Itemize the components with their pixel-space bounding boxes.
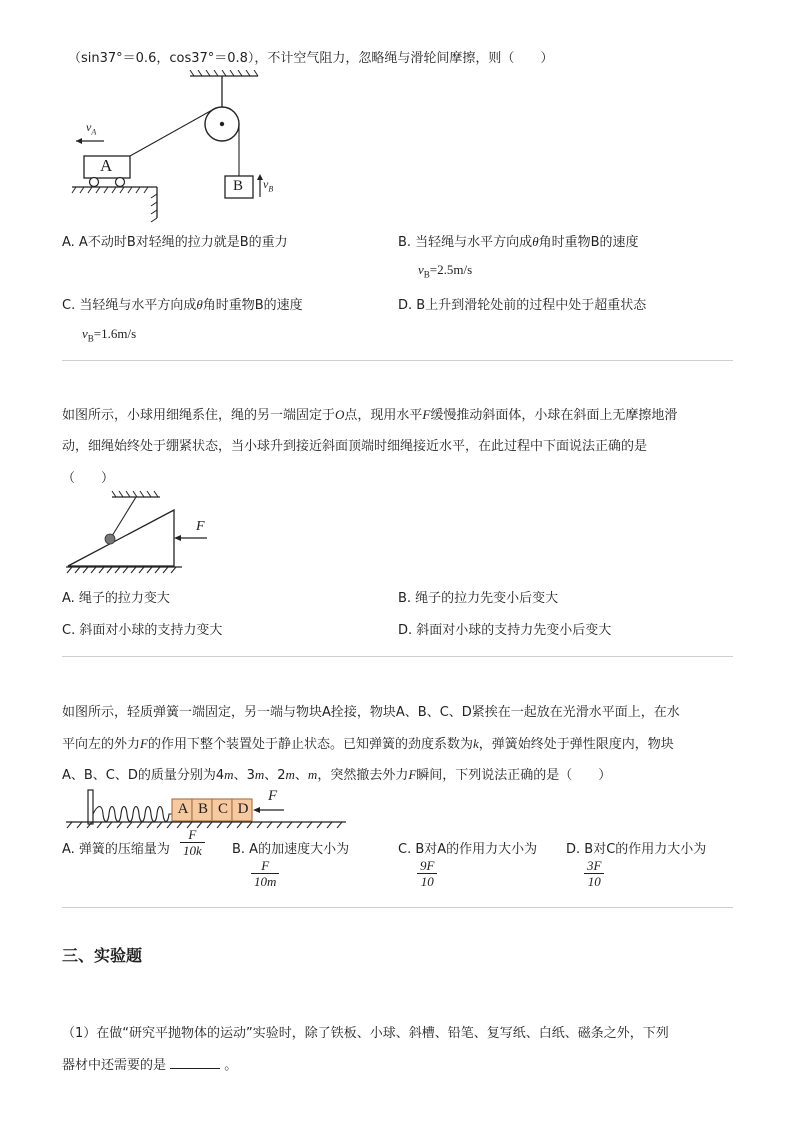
divider [62,907,733,908]
answer-blank[interactable] [170,1056,220,1069]
q3-option-a-fraction: $\frac{F}{10k}$ [180,827,205,858]
q1-option-c-formula: $v_B=1.6m/s$ [82,326,137,344]
q3-block-c-label: C [217,801,228,817]
q2-figure [62,488,222,583]
q1-va-label: $v_A$ [86,120,97,137]
q1-figure [62,70,272,230]
q1-block-b-label: B [233,178,244,194]
s3-q1-line2: 器材中还需要的是 。 [62,1058,238,1073]
q2-option-c[interactable]: C. 斜面对小球的支持力变大 [62,623,223,638]
q3-stem-line1: 如图所示，轻质弹簧一端固定，另一端与物块A拴接，物块A、B、C、D紧挨在一起放在光滑水平面上，在水 [62,705,680,720]
s3-q1-line1: （1）在做“研究平抛物体的运动”实验时，除了铁板、小球、斜槽、铅笔、复写纸、白纸、磁条之外，下列 [62,1026,669,1041]
q3-force-label: F [268,788,278,804]
q3-stem-line3: A、B、C、D的质量分别为4m、3m、2m、m，突然撤去外力F瞬间，下列说法正确的是（ ） [62,767,612,783]
q3-option-d-fraction: $\frac{3F}{10}$ [584,858,604,889]
q3-block-d-label: D [237,801,249,817]
q1-option-d[interactable]: D. B上升到滑轮处前的过程中处于超重状态 [398,298,647,313]
q3-option-b[interactable]: B. A的加速度大小为 [232,842,350,857]
q2-option-d[interactable]: D. 斜面对小球的支持力先变小后变大 [398,623,612,638]
q1-block-a-label: A [100,156,113,175]
q2-option-a[interactable]: A. 绳子的拉力变大 [62,591,170,606]
q3-option-a[interactable]: A. 弹簧的压缩量为 [62,842,170,857]
q1-option-b[interactable]: B. 当轻绳与水平方向成θ角时重物B的速度 [398,234,639,250]
q3-block-b-label: B [197,801,208,817]
q3-stem-line2: 平向左的外力F的作用下整个装置处于静止状态。已知弹簧的劲度系数为k，弹簧始终处于弹性限度内，物块 [62,736,674,752]
q2-option-b[interactable]: B. 绳子的拉力先变小后变大 [398,591,559,606]
q2-stem-line1: 如图所示，小球用细绳系住，绳的另一端固定于O点，现用水平F缓慢推动斜面体，小球在斜面上无摩擦地滑 [62,407,678,423]
divider [62,360,733,361]
q3-option-b-fraction: $\frac{F}{10m}$ [251,858,279,889]
q1-option-c[interactable]: C. 当轻绳与水平方向成θ角时重物B的速度 [62,297,303,313]
q1-option-a[interactable]: A. A不动时B对轻绳的拉力就是B的重力 [62,235,288,250]
q1-option-b-formula: $v_B=2.5m/s$ [418,262,473,280]
q2-force-label: F [196,519,205,534]
section-title: 三、实验题 [62,946,143,965]
q2-stem-line2: 动，细绳始终处于绷紧状态，当小球升到接近斜面顶端时细绳接近水平，在此过程中下面说法正确的是 [62,439,648,454]
q1-stem-tail: （sin37°＝0.6，cos37°＝0.8），不计空气阻力，忽略绳与滑轮间摩擦，则（ ） [68,51,554,66]
q3-option-d[interactable]: D. B对C的作用力大小为 [566,842,707,857]
divider [62,656,733,657]
q3-block-a-label: A [177,801,189,817]
q3-option-c[interactable]: C. B对A的作用力大小为 [398,842,538,857]
q3-option-c-fraction: $\frac{9F}{10}$ [417,858,437,889]
q2-stem-line3: （ ） [62,471,115,486]
q1-vb-label: $v_B$ [263,177,274,194]
